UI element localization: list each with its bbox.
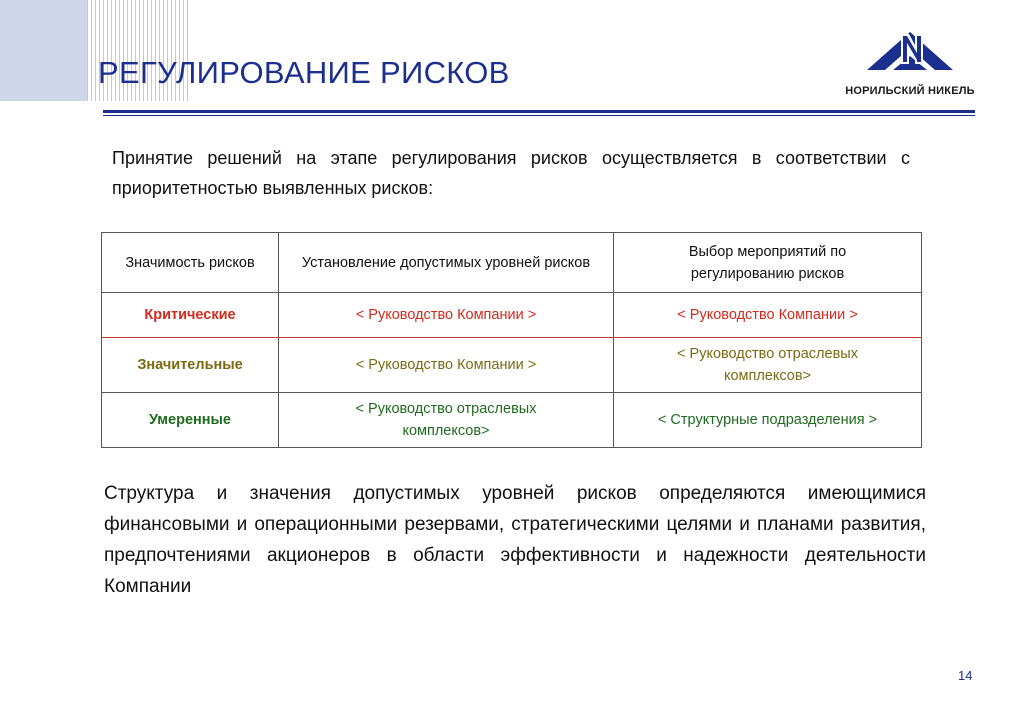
table-header-row [102, 233, 922, 293]
measures-moderate: < Структурные подразделения > [614, 393, 922, 448]
logo-wordmark: НОРИЛЬСКИЙ НИКЕЛЬ [845, 85, 975, 97]
level-critical: Критические [102, 293, 279, 338]
table-row [102, 338, 922, 393]
measures-significant: < Руководство отраслевых комплексов> [614, 338, 922, 393]
header-cell-significance: Значимость рисков [102, 233, 279, 293]
company-logo [840, 30, 980, 104]
header-cell-tolerance: Установление допустимых уровней рисков [279, 233, 614, 293]
level-significant: Значительные [102, 338, 279, 393]
intro-paragraph: Принятие решений на этапе регулирования рисков осуществляется в соответствии с приоритетностью выявленных рисков: [112, 148, 910, 198]
header-rule-thin [103, 115, 975, 116]
tolerance-moderate: < Руководство отраслевых комплексов> [279, 393, 614, 448]
header-rule-thick [103, 110, 975, 113]
risk-regulation-table [101, 232, 922, 448]
tolerance-significant: < Руководство Компании > [279, 338, 614, 393]
header-corner-block [0, 0, 87, 101]
level-moderate: Умеренные [102, 393, 279, 448]
header-cell-measures: Выбор мероприятий по регулированию рисков [614, 233, 922, 293]
measures-critical: < Руководство Компании > [614, 293, 922, 338]
slide-title: РЕГУЛИРОВАНИЕ РИСКОВ [98, 55, 510, 90]
table-row [102, 393, 922, 448]
tolerance-critical: < Руководство Компании > [279, 293, 614, 338]
conclusion-paragraph: Структура и значения допустимых уровней рисков определяются имеющимися финансовыми и операционными резервами, стратегическими целями и планами развития, предпочтениями акционеров в области эффективности и надежности деятельности Компании [104, 483, 926, 597]
nornickel-logo-icon [865, 30, 955, 78]
page-number: 14 [958, 668, 973, 683]
table-row [102, 293, 922, 338]
